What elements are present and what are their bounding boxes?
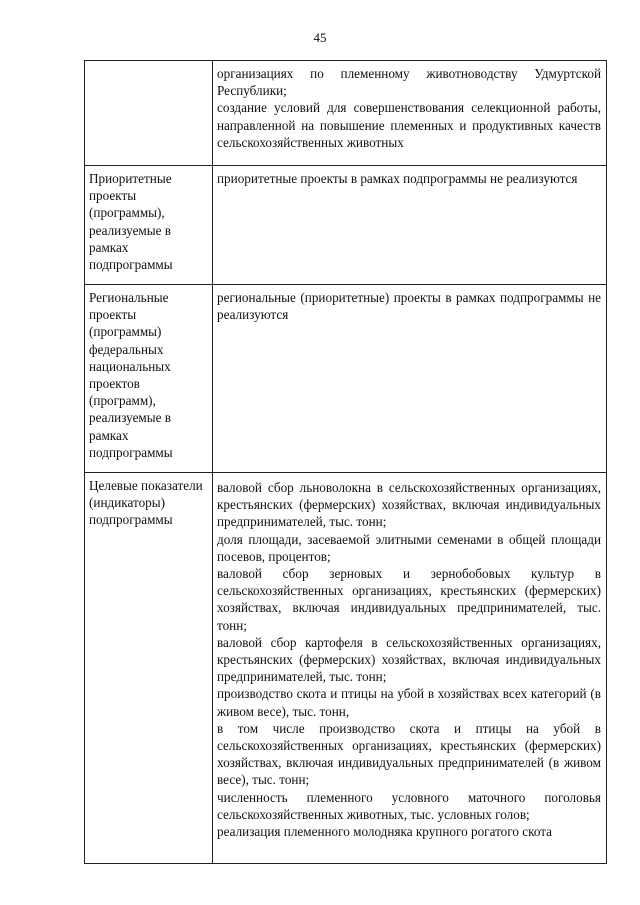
indicator-item: реализация племенного молодняка крупного рогатого скота bbox=[217, 824, 553, 840]
indicator-item: производство скота и птицы на убой в хозяйствах всех категорий (в живом весе), тыс. тонн, bbox=[217, 686, 601, 719]
content-paragraph: организациях по племенному животноводству Удмуртской Республики; bbox=[217, 66, 601, 99]
row-label-priority-projects: Приоритетные проекты (программы), реализуемые в рамках подпрограммы bbox=[85, 166, 213, 285]
row-content-tasks bbox=[213, 61, 607, 166]
content-paragraph: региональные (приоритетные) проекты в рамках подпрограммы не реализуются bbox=[217, 290, 601, 323]
content-paragraph: создание условий для совершенствования селекционной работы, направленной на повышение племенных и продуктивных качеств сельскохозяйственных животных bbox=[217, 100, 601, 150]
row-content-target-indicators bbox=[213, 473, 607, 864]
table-row bbox=[85, 473, 607, 864]
row-label-regional-projects: Региональные проекты (программы) федеральных национальных проектов (программ), реализуемые в рамках подпрограммы bbox=[85, 285, 213, 473]
row-label-target-indicators: Целевые показатели (индикаторы) подпрограммы bbox=[85, 473, 213, 864]
row-content-priority-projects bbox=[213, 166, 607, 285]
indicator-item: валовой сбор зерновых и зернобобовых культур в сельскохозяйственных организациях, крестьянских (фермерских) хозяйствах, включая индивидуальных предпринимателей, тыс. тонн; bbox=[217, 566, 601, 633]
page-number: 45 bbox=[313, 30, 327, 45]
subprogram-passport-table bbox=[84, 60, 607, 864]
indicator-item: доля площади, засеваемой элитными семенами в общей площади посевов, процентов; bbox=[217, 531, 601, 564]
indicator-item: в том числе производство скота и птицы на убой в сельскохозяйственных организациях, крестьянских (фермерских) хозяйствах, включая индивидуальных предпринимателей (в живом весе), тыс. тонн; bbox=[217, 720, 601, 788]
table-row bbox=[85, 285, 607, 473]
table-row bbox=[85, 61, 607, 166]
indicator-item: валовой сбор льноволокна в сельскохозяйственных организациях, крестьянских (фермерских) хозяйствах, включая индивидуальных предпринимателей, тыс. тонн; bbox=[217, 480, 601, 530]
row-content-regional-projects bbox=[213, 285, 607, 473]
indicator-item: валовой сбор картофеля в сельскохозяйственных организациях, крестьянских (фермерских) хозяйствах, включая индивидуальных предпринимателей, тыс. тонн; bbox=[217, 634, 601, 685]
content-paragraph: приоритетные проекты в рамках подпрограммы не реализуются bbox=[217, 171, 578, 186]
indicator-item: численность племенного условного маточного поголовья сельскохозяйственных животных, тыс. условных голов; bbox=[217, 789, 601, 822]
table-row bbox=[85, 166, 607, 285]
row-label-empty bbox=[85, 61, 213, 166]
